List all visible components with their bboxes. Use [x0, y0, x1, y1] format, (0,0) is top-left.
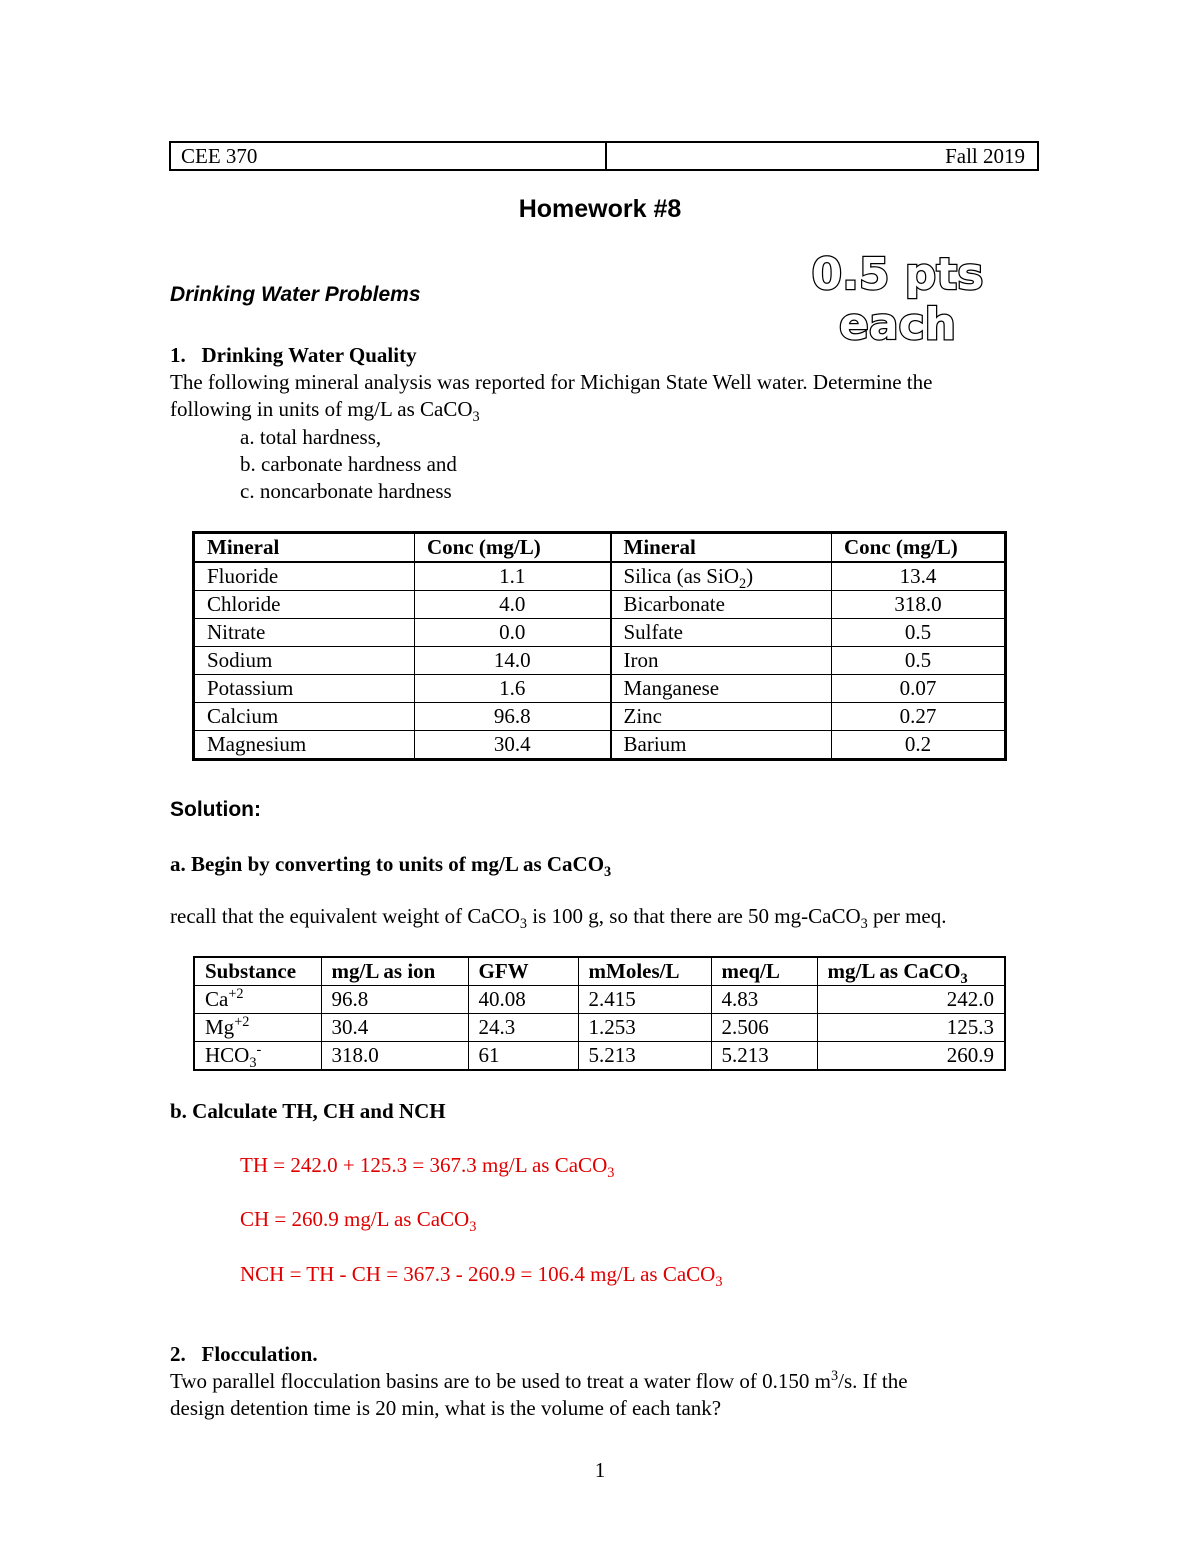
q2-number: 2. [170, 1342, 186, 1366]
table-cell: 0.07 [832, 675, 1006, 703]
table-cell: 4.83 [711, 986, 817, 1014]
table-cell: Sodium [194, 647, 415, 675]
table-cell: 13.4 [832, 562, 1006, 591]
table-cell: Bicarbonate [611, 591, 832, 619]
points-stamp-line1: 0.5 pts [811, 249, 984, 300]
table-cell: 260.9 [817, 1042, 1005, 1071]
q1-text-line1: The following mineral analysis was reported for Michigan State Well water. Determine the [170, 370, 933, 394]
table-row [194, 675, 1006, 703]
q1-item-a: a. total hardness, [240, 425, 382, 449]
header-cell: meq/L [711, 957, 817, 986]
solution-label: Solution: [170, 798, 261, 821]
page-number: 1 [594, 1458, 606, 1482]
points-stamp-line2: each [839, 299, 956, 350]
header-cell: GFW [468, 957, 578, 986]
th-equation: TH = 242.0 + 125.3 = 367.3 mg/L as CaCO$_3$ [240, 1153, 615, 1182]
table-header-row [194, 533, 1006, 563]
table-cell: 125.3 [817, 1014, 1005, 1042]
q1-title: Drinking Water Quality [201, 343, 417, 367]
table-cell: 4.0 [415, 591, 611, 619]
course-header-box [169, 141, 1039, 171]
table-cell: Silica (as SiO$_2$) [611, 562, 832, 591]
table-cell: Calcium [194, 703, 415, 731]
header-cell: Mineral [611, 533, 832, 563]
section-heading: Drinking Water Problems [170, 283, 421, 306]
table-cell: 40.08 [468, 986, 578, 1014]
q2-text-line1: Two parallel flocculation basins are to be used to treat a water flow of 0.150 $m^3/s$. If the [170, 1368, 908, 1393]
ch-equation: CH = 260.9 mg/L as CaCO$_3$ [240, 1207, 477, 1236]
table-row [194, 703, 1006, 731]
table-row [194, 619, 1006, 647]
q2-heading [170, 1341, 318, 1368]
header-cell: Mineral [194, 533, 415, 563]
table-cell: Manganese [611, 675, 832, 703]
table-cell: 0.5 [832, 647, 1006, 675]
substance-cell: $Mg^{+2}$ [194, 1014, 321, 1042]
table-cell: 14.0 [415, 647, 611, 675]
table-row [194, 591, 1006, 619]
table-header-row [194, 957, 1005, 986]
table-cell: Chloride [194, 591, 415, 619]
q2-text-line2: design detention time is 20 min, what is the volume of each tank? [170, 1396, 722, 1420]
table-cell: 61 [468, 1042, 578, 1071]
table-cell: 30.4 [321, 1014, 468, 1042]
table-cell: Magnesium [194, 731, 415, 760]
table-cell: 96.8 [321, 986, 468, 1014]
substance-cell: $Ca^{+2}$ [194, 986, 321, 1014]
header-cell: Conc (mg/L) [415, 533, 611, 563]
points-stamp [800, 250, 995, 350]
q1-item-b: b. carbonate hardness and [240, 452, 457, 476]
table-cell: 2.415 [578, 986, 711, 1014]
header-cell: mg/L as ion [321, 957, 468, 986]
table-row [194, 986, 1005, 1014]
recall-text: recall that the equivalent weight of CaCO$_3$ is 100 g, so that there are 50 mg-CaCO$_3$ per meq. [170, 904, 947, 933]
mineral-analysis-table [192, 531, 1007, 761]
table-cell: Nitrate [194, 619, 415, 647]
header-cell: mg/L as CaCO$_3$ [817, 957, 1005, 986]
table-cell: 1.253 [578, 1014, 711, 1042]
table-cell: 0.27 [832, 703, 1006, 731]
table-cell: 318.0 [321, 1042, 468, 1071]
table-row [194, 647, 1006, 675]
table-cell: 5.213 [578, 1042, 711, 1071]
term: Fall 2019 [945, 143, 1025, 168]
header-cell: mMoles/L [578, 957, 711, 986]
substance-cell: $HCO_3^-$ [194, 1042, 321, 1071]
table-cell: Zinc [611, 703, 832, 731]
q1-item-c: c. noncarbonate hardness [240, 479, 452, 503]
conversion-table [193, 956, 1006, 1071]
table-cell: 1.6 [415, 675, 611, 703]
table-row [194, 562, 1006, 591]
table-cell: Fluoride [194, 562, 415, 591]
table-cell: 2.506 [711, 1014, 817, 1042]
table-cell: 318.0 [832, 591, 1006, 619]
table-cell: Iron [611, 647, 832, 675]
table-row [194, 731, 1006, 760]
q2-title: Flocculation. [201, 1342, 318, 1366]
table-cell: Potassium [194, 675, 415, 703]
part-b-heading: b. Calculate TH, CH and NCH [170, 1099, 446, 1123]
table-cell: 24.3 [468, 1014, 578, 1042]
table-cell: 96.8 [415, 703, 611, 731]
page-title: Homework #8 [518, 195, 682, 223]
table-cell: 1.1 [415, 562, 611, 591]
q1-heading [170, 342, 417, 369]
table-cell: 30.4 [415, 731, 611, 760]
table-cell: 0.0 [415, 619, 611, 647]
table-cell: 0.5 [832, 619, 1006, 647]
header-cell: Substance [194, 957, 321, 986]
course-code: CEE 370 [171, 143, 607, 169]
table-cell: 242.0 [817, 986, 1005, 1014]
table-cell: 5.213 [711, 1042, 817, 1071]
table-row [194, 1014, 1005, 1042]
table-cell: 0.2 [832, 731, 1006, 760]
q1-number: 1. [170, 343, 186, 367]
table-cell: Sulfate [611, 619, 832, 647]
table-cell: Barium [611, 731, 832, 760]
nch-equation: NCH = TH - CH = 367.3 - 260.9 = 106.4 mg/L as CaCO$_3$ [240, 1262, 723, 1291]
solution-a-heading: a. Begin by converting to units of mg/L as CaCO$_3$ [170, 852, 612, 881]
table-row [194, 1042, 1005, 1071]
header-cell: Conc (mg/L) [832, 533, 1006, 563]
q1-text-line2: following in units of mg/L as CaCO$_3$ [170, 397, 480, 426]
